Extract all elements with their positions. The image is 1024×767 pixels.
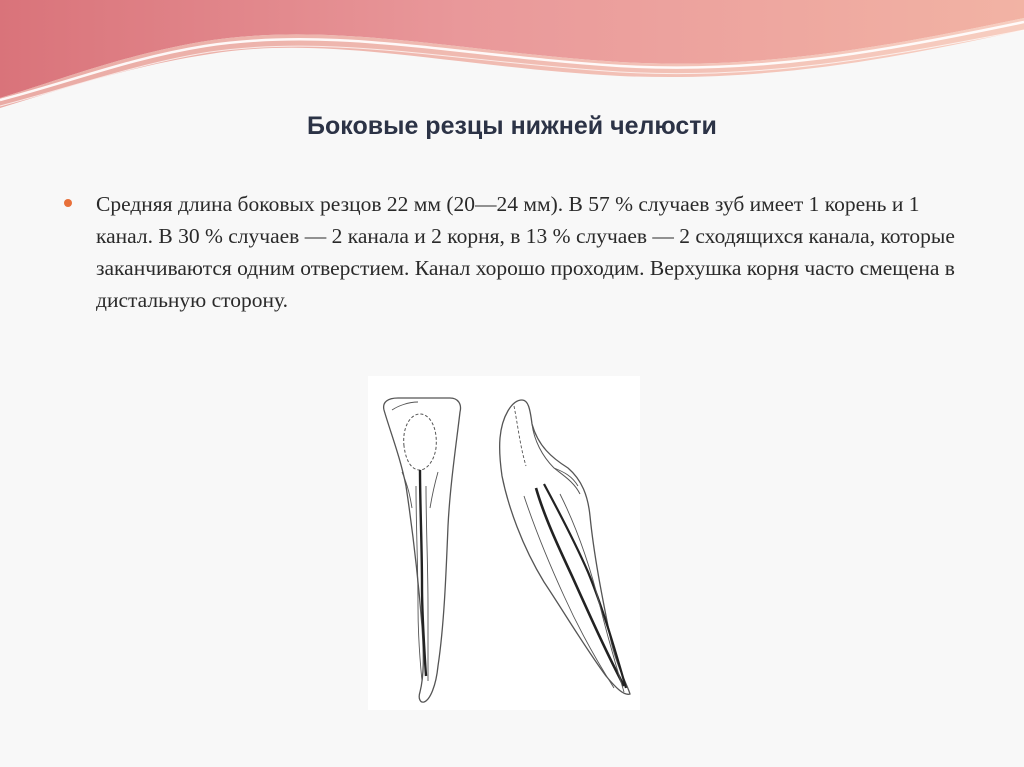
tooth-diagram-image <box>368 376 640 710</box>
header-wave-decoration <box>0 0 1024 110</box>
bullet-list-item <box>64 188 974 316</box>
bullet-dot-icon <box>64 199 72 207</box>
slide-title: Боковые резцы нижней челюсти <box>307 112 717 140</box>
bullet-text: Средняя длина боковых резцов 22 мм (20—24 мм). В 57 % случаев зуб имеет 1 корень и 1 канал. В 30 % случаев — 2 канала и 2 корня, в 13 % случаев — 2 сходящихся канала, которые заканчиваются одним отверстием. Канал хорошо проходим. Верхушка корня часто смещена в дистальную сторону. <box>96 192 955 312</box>
